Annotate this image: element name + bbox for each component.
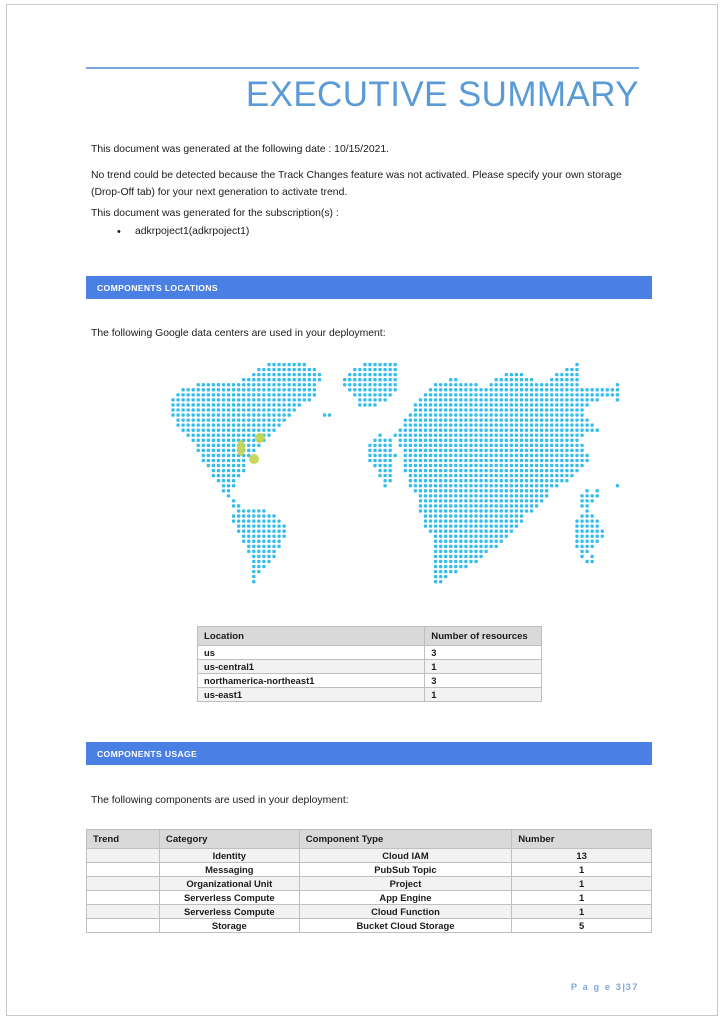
paragraph-generated-date: This document was generated at the following date : 10/15/2021. — [91, 144, 390, 155]
table-row — [87, 905, 652, 919]
column-header-number: Number — [512, 830, 652, 849]
table-row — [198, 660, 542, 674]
table-row — [198, 674, 542, 688]
table-cell: northamerica-northeast1 — [198, 674, 425, 688]
column-header-category: Category — [159, 830, 299, 849]
table-cell: 1 — [512, 891, 652, 905]
bullet-icon: • — [117, 226, 121, 238]
table-row — [87, 919, 652, 933]
usage-intro-text: The following components are used in your deployment: — [91, 795, 349, 806]
world-map-dot-chart — [120, 357, 620, 625]
table-cell: Identity — [159, 849, 299, 863]
table-row — [198, 688, 542, 702]
table-cell — [87, 919, 160, 933]
section-banner-components-usage — [86, 742, 652, 765]
map-dot-grid — [171, 363, 620, 583]
table-cell — [87, 849, 160, 863]
table-cell: Organizational Unit — [159, 877, 299, 891]
table-cell — [87, 863, 160, 877]
table-cell: 5 — [512, 919, 652, 933]
locations-table-body — [198, 646, 542, 702]
document-page — [6, 4, 718, 1016]
table-cell: 3 — [425, 646, 542, 660]
table-row — [87, 849, 652, 863]
table-cell: us-central1 — [198, 660, 425, 674]
table-cell: Cloud Function — [299, 905, 512, 919]
usage-table-head — [87, 830, 652, 849]
table-row — [87, 891, 652, 905]
table-cell: Messaging — [159, 863, 299, 877]
table-cell: Serverless Compute — [159, 891, 299, 905]
table-cell: 3 — [425, 674, 542, 688]
footer-current-page: 3 — [615, 982, 623, 992]
table-cell: us — [198, 646, 425, 660]
locations-table — [197, 626, 542, 702]
paragraph-trend-notice: No trend could be detected because the Track Changes feature was not activated. Please specify your own storage (Drop-Off tab) for your next generation to activate trend. — [91, 170, 622, 198]
table-cell: 1 — [425, 660, 542, 674]
page-title: EXECUTIVE SUMMARY — [245, 75, 639, 114]
footer-separator: | — [622, 982, 626, 992]
section-banner-components-locations — [86, 276, 652, 299]
components-usage-table — [86, 829, 652, 933]
paragraph-subscriptions-intro: This document was generated for the subscription(s) : — [91, 208, 339, 219]
table-cell: 1 — [425, 688, 542, 702]
table-cell: 1 — [512, 877, 652, 891]
table-cell: Project — [299, 877, 512, 891]
column-header-location: Location — [198, 627, 425, 646]
subscription-list-item — [91, 225, 491, 239]
footer-page-number — [571, 982, 639, 992]
table-cell: Cloud IAM — [299, 849, 512, 863]
footer-page-prefix: P a g e — [570, 982, 612, 992]
table-cell — [87, 891, 160, 905]
table-cell: Serverless Compute — [159, 905, 299, 919]
world-map-svg — [120, 357, 620, 625]
footer-total-pages: 37 — [625, 982, 639, 992]
table-cell: Bucket Cloud Storage — [299, 919, 512, 933]
column-header-number-of-resources: Number of resources — [425, 627, 542, 646]
column-header-component-type: Component Type — [299, 830, 512, 849]
table-row — [87, 863, 652, 877]
table-header-row — [87, 830, 652, 849]
column-header-trend: Trend — [87, 830, 160, 849]
table-cell: 1 — [512, 905, 652, 919]
usage-table-body — [87, 849, 652, 933]
table-header-row — [198, 627, 542, 646]
section-banner-label: COMPONENTS USAGE — [97, 748, 198, 759]
locations-table-head — [198, 627, 542, 646]
locations-intro-text: The following Google data centers are used in your deployment: — [91, 328, 386, 339]
subscription-label: adkrpoject1(adkrpoject1) — [135, 226, 250, 237]
table-cell — [87, 905, 160, 919]
table-cell: 1 — [512, 863, 652, 877]
table-cell: Storage — [159, 919, 299, 933]
table-row — [87, 877, 652, 891]
section-banner-label: COMPONENTS LOCATIONS — [97, 282, 218, 293]
table-cell: PubSub Topic — [299, 863, 512, 877]
table-cell: 13 — [512, 849, 652, 863]
table-row — [198, 646, 542, 660]
table-cell: us-east1 — [198, 688, 425, 702]
table-cell — [87, 877, 160, 891]
table-cell: App Engine — [299, 891, 512, 905]
title-rule — [86, 67, 639, 69]
map-location-markers — [237, 433, 265, 464]
